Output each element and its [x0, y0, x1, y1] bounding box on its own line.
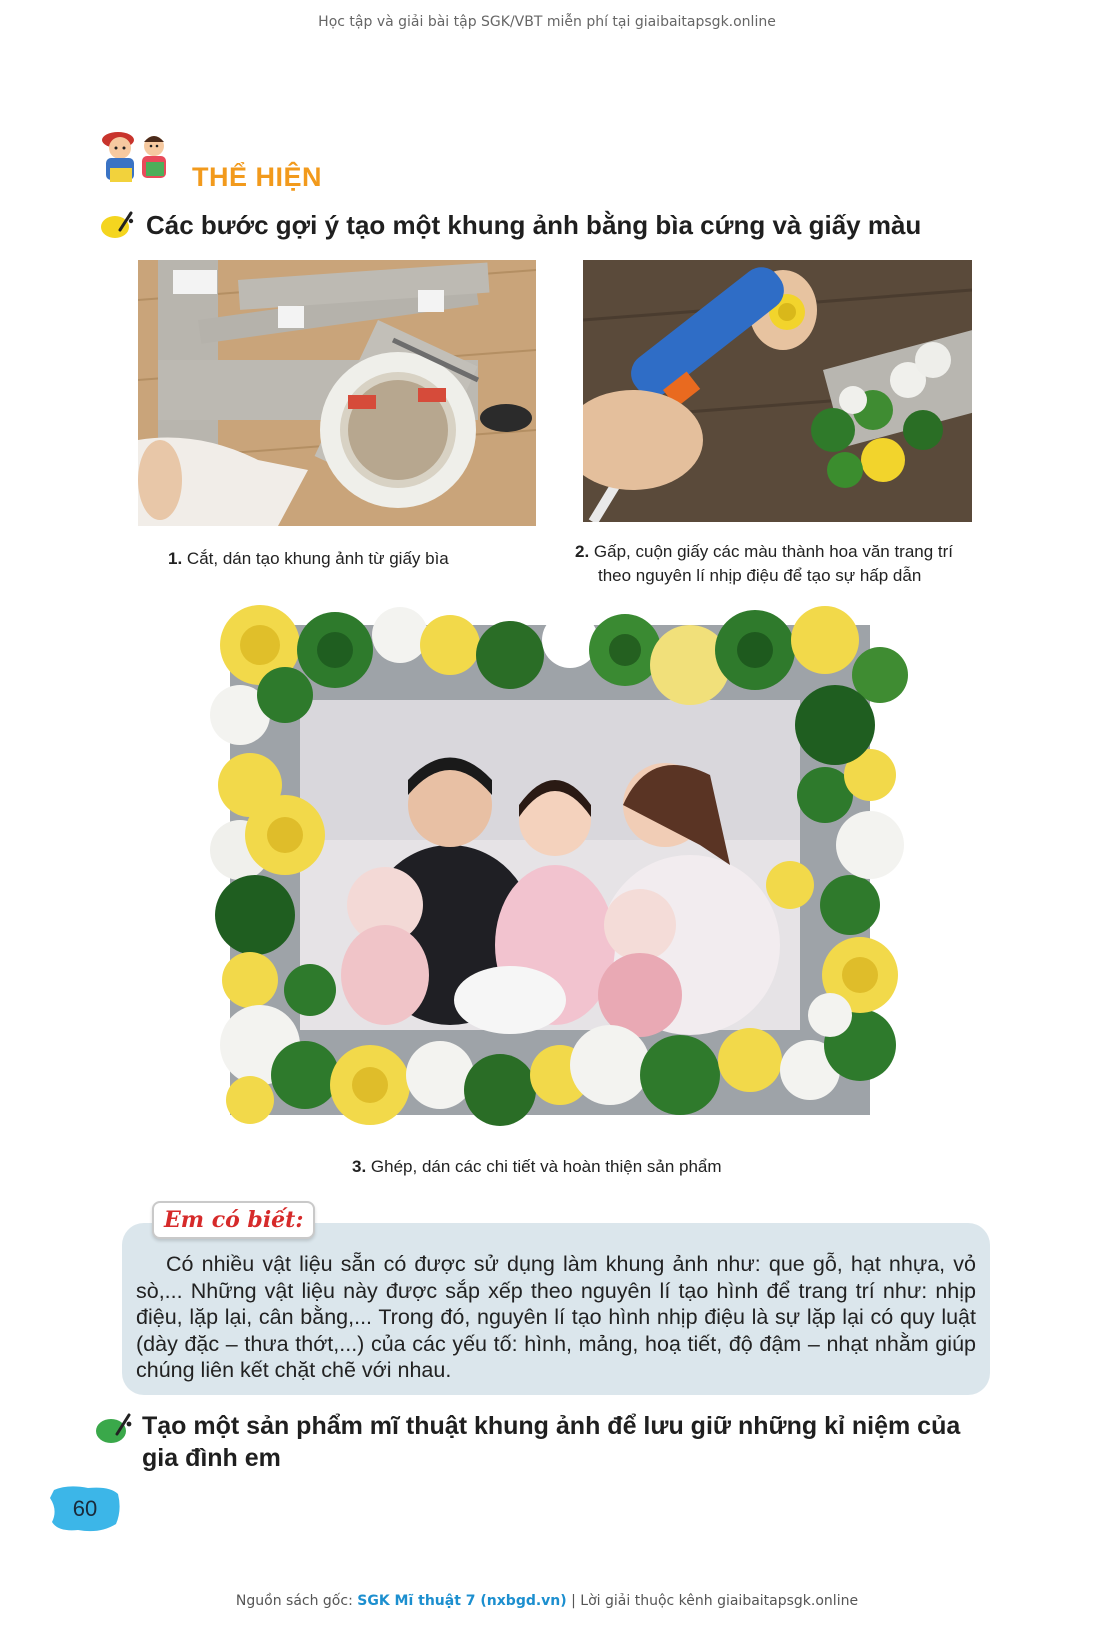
section-heading	[96, 124, 356, 190]
brush-icon	[100, 210, 134, 240]
steps-heading-text: Các bước gợi ý tạo một khung ảnh bằng bìa cứng và giấy màu	[146, 210, 922, 240]
footer-prefix: Nguồn sách gốc:	[235, 1593, 358, 1609]
step-1-number: 1.	[168, 549, 183, 568]
footer	[0, 1593, 1094, 1609]
step-2-photo	[583, 260, 972, 522]
step-3-photo	[210, 605, 910, 1135]
task-text: Tạo một sản phẩm mĩ thuật khung ảnh để lưu giữ những kỉ niệm của gia đình em	[142, 1412, 961, 1472]
page-number-badge	[48, 1484, 122, 1534]
step-2-text-line1: Gấp, cuộn giấy các màu thành hoa văn trang trí	[593, 542, 954, 561]
step-2-caption	[575, 540, 995, 588]
step-3-text: Ghép, dán các chi tiết và hoàn thiện sản phẩm	[370, 1157, 722, 1176]
footer-suffix: | Lời giải thuộc kênh giaibaitapsgk.online	[566, 1593, 859, 1609]
step-2-text-line2: theo nguyên lí nhịp điệu để tạo sự hấp dẫn	[598, 566, 922, 585]
section-title: THỂ HIỆN	[192, 162, 323, 192]
step-2-number: 2.	[575, 542, 590, 561]
children-reading-icon	[96, 124, 178, 188]
step-3-number: 3.	[352, 1157, 367, 1176]
info-box-label: Em có biết:	[152, 1201, 315, 1239]
info-box-text: Có nhiều vật liệu sẵn có được sử dụng làm khung ảnh như: que gỗ, hạt nhựa, vỏ sò,... Những vật liệu này được sắp xếp theo nguyên lí tạo hình để trang trí như: nhịp điệu, lặp lại, cân bằng,... Trong đó, nguyên lí tạo hình nhịp điệu là sự lặp lại có quy luật (dày đặc – thưa thớt,...) của các yếu tố: hình, mảng, hoạ tiết, độ đậm – nhạt nhằm giúp chúng liên kết chặt chẽ với nhau.	[136, 1252, 976, 1382]
task-heading	[96, 1410, 1016, 1480]
step-1-photo	[138, 260, 536, 526]
step-1-text: Cắt, dán tạo khung ảnh từ giấy bìa	[186, 549, 449, 568]
header-note: Học tập và giải bài tập SGK/VBT miễn phí tại giaibaitapsgk.online	[318, 14, 776, 30]
step-3-caption	[352, 1155, 852, 1179]
page-number: 60	[72, 1496, 98, 1521]
step-1-caption	[168, 547, 548, 571]
steps-heading	[100, 208, 1000, 248]
footer-source-link[interactable]: SGK Mĩ thuật 7 (nxbgd.vn)	[357, 1593, 567, 1609]
brush-icon	[96, 1412, 132, 1446]
